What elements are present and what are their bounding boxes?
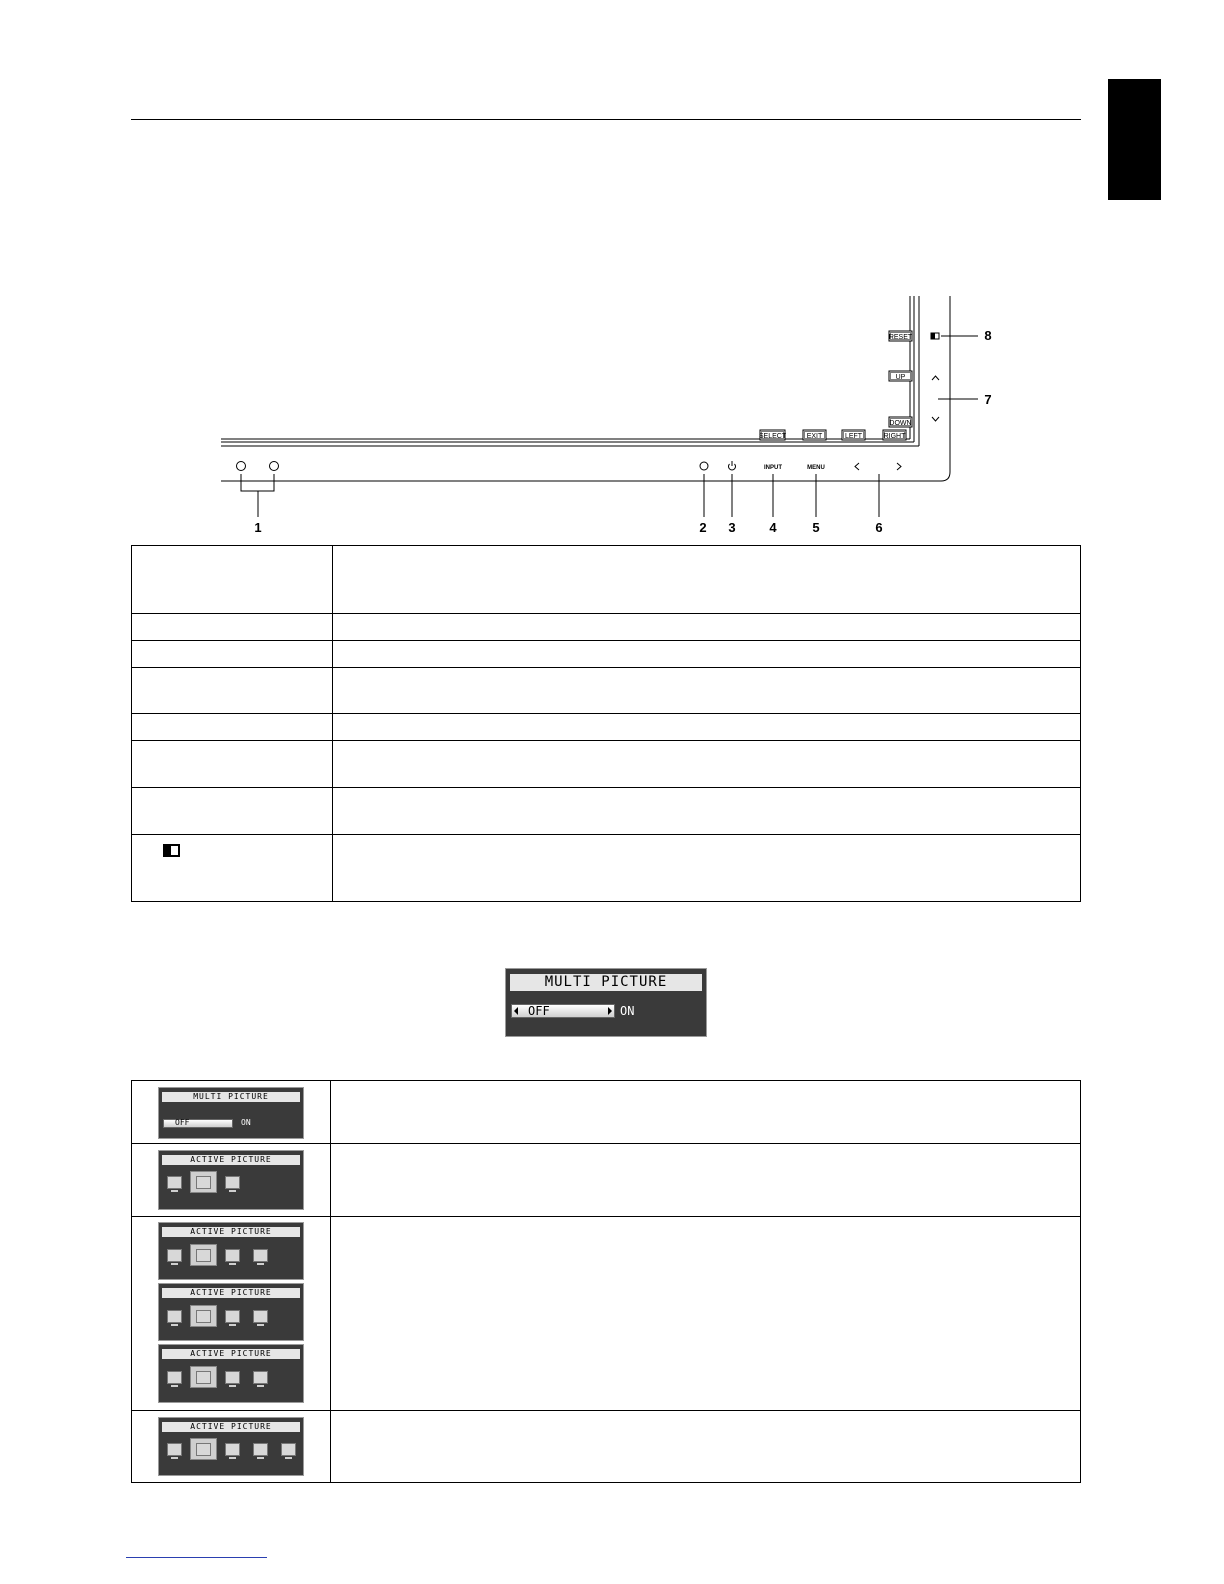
arrow-left-icon <box>514 1007 518 1015</box>
chevron-left-icon <box>855 463 859 470</box>
table-row <box>132 641 1081 668</box>
osd-mini-active-picture-3a: ACTIVE PICTURE <box>158 1222 304 1280</box>
picture-mode-icon <box>253 1443 268 1456</box>
table-row <box>132 1411 1081 1483</box>
power-led <box>700 462 708 470</box>
exit-label <box>803 430 826 440</box>
up-label <box>889 371 912 381</box>
table-row <box>132 668 1081 714</box>
svg-text:RESET: RESET <box>888 334 913 341</box>
table-row <box>132 788 1081 835</box>
chevron-up-icon <box>932 376 939 380</box>
menu-button-label: MENU <box>807 465 825 471</box>
picture-mode-icon <box>253 1371 268 1384</box>
table-row <box>132 1144 1081 1217</box>
footer-link-underline[interactable] <box>126 1557 267 1558</box>
osd-mini-multi-picture: MULTI PICTURE OFF ON <box>158 1087 304 1139</box>
osd-mini-active-picture-3c: ACTIVE PICTURE <box>158 1344 304 1403</box>
picture-mode-icon <box>196 1443 211 1456</box>
select-label <box>759 430 787 440</box>
multi-picture-table <box>131 1080 1081 1483</box>
picture-mode-icon <box>225 1371 240 1384</box>
osd-option-on[interactable]: ON <box>620 1004 635 1018</box>
table-row <box>132 546 1081 614</box>
power-icon <box>729 461 736 470</box>
controls-table <box>131 545 1081 902</box>
table-row <box>132 714 1081 741</box>
osd-selected-option[interactable]: OFF <box>511 1004 615 1018</box>
left-label <box>842 430 865 440</box>
svg-text:EXIT: EXIT <box>806 433 823 440</box>
sensor-right <box>270 462 279 471</box>
picture-mode-icon <box>225 1176 240 1189</box>
svg-text:DOWN: DOWN <box>889 420 912 427</box>
callout-1: 1 <box>254 520 262 535</box>
osd-mini-active-picture-4: ACTIVE PICTURE <box>158 1417 304 1476</box>
picture-mode-icon <box>281 1443 296 1456</box>
callout-2: 2 <box>699 520 707 535</box>
osd-mini-active-picture-3b: ACTIVE PICTURE <box>158 1283 304 1341</box>
table-row <box>132 1217 1081 1411</box>
arrow-right-icon <box>608 1007 612 1015</box>
table-row <box>132 835 1081 902</box>
picture-mode-icon <box>253 1310 268 1323</box>
picture-mode-icon <box>196 1176 211 1189</box>
svg-text:LEFT: LEFT <box>844 433 863 440</box>
input-button-label: INPUT <box>764 465 782 471</box>
osd-multi-picture <box>505 968 707 1037</box>
callout-4: 4 <box>769 520 777 535</box>
table-row <box>132 1081 1081 1144</box>
reset-label <box>889 331 913 341</box>
picture-mode-icon <box>225 1310 240 1323</box>
callout-7: 7 <box>984 392 992 407</box>
osd-mini-selected: OFF <box>163 1119 233 1128</box>
callout-5: 5 <box>812 520 820 535</box>
picture-mode-icon <box>225 1249 240 1262</box>
picture-mode-icon <box>253 1249 268 1262</box>
picture-mode-icon <box>196 1371 211 1384</box>
multi-picture-icon <box>163 844 180 857</box>
down-label <box>889 417 912 427</box>
right-label <box>883 430 906 440</box>
picture-mode-icon <box>167 1371 182 1384</box>
picture-mode-icon <box>167 1310 182 1323</box>
callout-3: 3 <box>728 520 736 535</box>
picture-mode-icon <box>167 1176 182 1189</box>
callout-8: 8 <box>984 328 992 343</box>
table-row <box>132 614 1081 641</box>
picture-mode-icon <box>196 1310 211 1323</box>
picture-mode-icon <box>196 1249 211 1262</box>
chevron-right-icon <box>897 463 901 470</box>
callout-6: 6 <box>875 520 883 535</box>
picture-mode-icon <box>225 1443 240 1456</box>
monitor-front-panel-diagram <box>0 0 1224 545</box>
multi-picture-icon <box>931 333 939 339</box>
table-row <box>132 741 1081 788</box>
osd-mini-active-picture-2: ACTIVE PICTURE <box>158 1150 304 1210</box>
picture-mode-icon <box>167 1249 182 1262</box>
osd-title: MULTI PICTURE <box>510 974 702 991</box>
chevron-down-icon <box>932 417 939 421</box>
sensor-left <box>237 462 246 471</box>
svg-text:SELECT: SELECT <box>758 433 787 440</box>
svg-text:UP: UP <box>895 374 906 381</box>
picture-mode-icon <box>167 1443 182 1456</box>
svg-text:RIGHT: RIGHT <box>883 433 906 440</box>
